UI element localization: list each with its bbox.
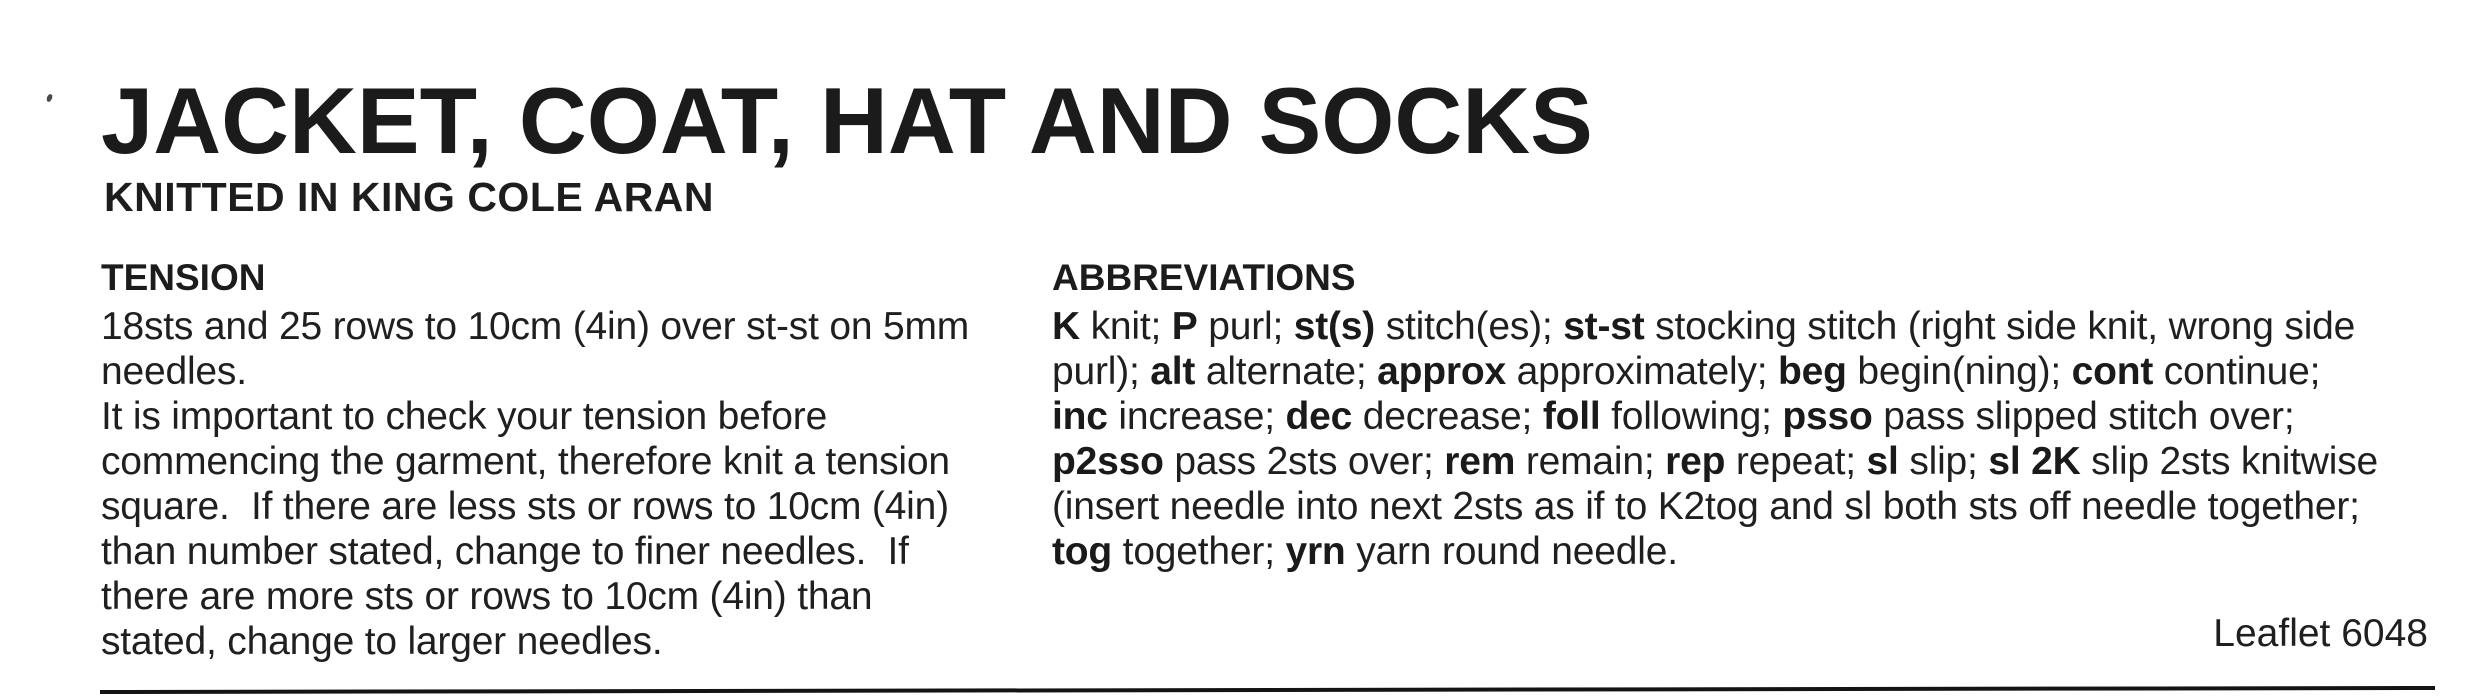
abbr-term: K: [1052, 305, 1080, 348]
tension-line: stated, change to larger needles.: [101, 620, 663, 663]
abbr-definition: together;: [1112, 530, 1286, 573]
abbr-term: yrn: [1285, 530, 1346, 573]
tension-body: [101, 304, 1031, 664]
abbreviation-line: [1052, 529, 2432, 574]
abbr-definition: alternate;: [1195, 350, 1378, 393]
abbr-term: alt: [1150, 350, 1196, 393]
abbr-definition: begin(ning);: [1846, 350, 2072, 393]
abbreviation-line: [1052, 394, 2432, 439]
abbr-term: tog: [1052, 530, 1113, 573]
abbr-term: sl: [1866, 440, 1899, 483]
abbreviation-line: [1052, 349, 2432, 394]
tension-line: 18sts and 25 rows to 10cm (4in) over st-st on 5mm: [101, 305, 970, 348]
abbr-definition: purl;: [1197, 305, 1294, 348]
abbr-definition: pass slipped stitch over;: [1872, 395, 2295, 438]
abbreviations-heading: ABBREVIATIONS: [1052, 257, 1356, 298]
abbreviation-line: [1052, 304, 2432, 349]
tension-section: [101, 259, 1031, 664]
abbr-definition: stitch(es);: [1375, 305, 1564, 348]
abbr-definition: following;: [1600, 395, 1783, 438]
abbr-term: rem: [1444, 440, 1516, 483]
abbr-definition: slip;: [1898, 440, 1989, 483]
abbr-definition: stocking stitch (right side knit, wrong side: [1644, 305, 2356, 348]
page-subtitle: KNITTED IN KING COLE ARAN: [104, 174, 715, 220]
abbr-term: psso: [1782, 395, 1873, 438]
tension-line: than number stated, change to finer needles. If: [101, 530, 909, 573]
tension-line: square. If there are less sts or rows to 10cm (4in): [101, 485, 949, 528]
bottom-rule: [100, 686, 2435, 694]
abbr-definition: yarn round needle.: [1345, 530, 1678, 573]
abbr-term: sl 2K: [1988, 440, 2081, 483]
ink-speck: [46, 93, 53, 102]
abbr-definition: (insert needle into next 2sts as if to K2tog and sl both sts off needle together;: [1052, 485, 2360, 528]
abbr-term: beg: [1778, 350, 1847, 393]
tension-heading: TENSION: [101, 257, 266, 298]
abbr-term: st(s): [1293, 305, 1376, 348]
abbr-term: inc: [1052, 395, 1108, 438]
tension-line: needles.: [101, 350, 247, 393]
leaflet-number: Leaflet 6048: [2213, 612, 2428, 655]
abbr-definition: knit;: [1079, 305, 1172, 348]
abbr-definition: decrease;: [1352, 395, 1543, 438]
abbr-definition: remain;: [1515, 440, 1666, 483]
abbreviation-line: [1052, 484, 2432, 529]
abbreviations-section: [1052, 259, 2432, 574]
abbr-term: P: [1171, 305, 1198, 348]
abbr-term: dec: [1285, 395, 1353, 438]
abbr-term: cont: [2071, 350, 2154, 393]
tension-line: commencing the garment, therefore knit a tension: [101, 440, 950, 483]
tension-line: there are more sts or rows to 10cm (4in) than: [101, 575, 873, 618]
abbr-definition: continue;: [2153, 350, 2321, 393]
abbr-term: approx: [1377, 350, 1506, 393]
abbreviation-line: [1052, 439, 2432, 484]
abbr-term: p2sso: [1052, 440, 1164, 483]
tension-line: It is important to check your tension before: [101, 395, 828, 438]
abbreviations-body: [1052, 304, 2432, 574]
abbr-definition: slip 2sts knitwise: [2080, 440, 2379, 483]
abbr-term: rep: [1665, 440, 1726, 483]
abbr-definition: purl);: [1052, 350, 1151, 393]
abbr-definition: pass 2sts over;: [1163, 440, 1445, 483]
abbr-term: foll: [1542, 395, 1601, 438]
page-title: JACKET, COAT, HAT AND SOCKS: [101, 68, 1593, 173]
abbr-term: st-st: [1563, 305, 1645, 348]
abbr-definition: increase;: [1107, 395, 1286, 438]
abbr-definition: approximately;: [1505, 350, 1779, 393]
abbr-definition: repeat;: [1725, 440, 1867, 483]
